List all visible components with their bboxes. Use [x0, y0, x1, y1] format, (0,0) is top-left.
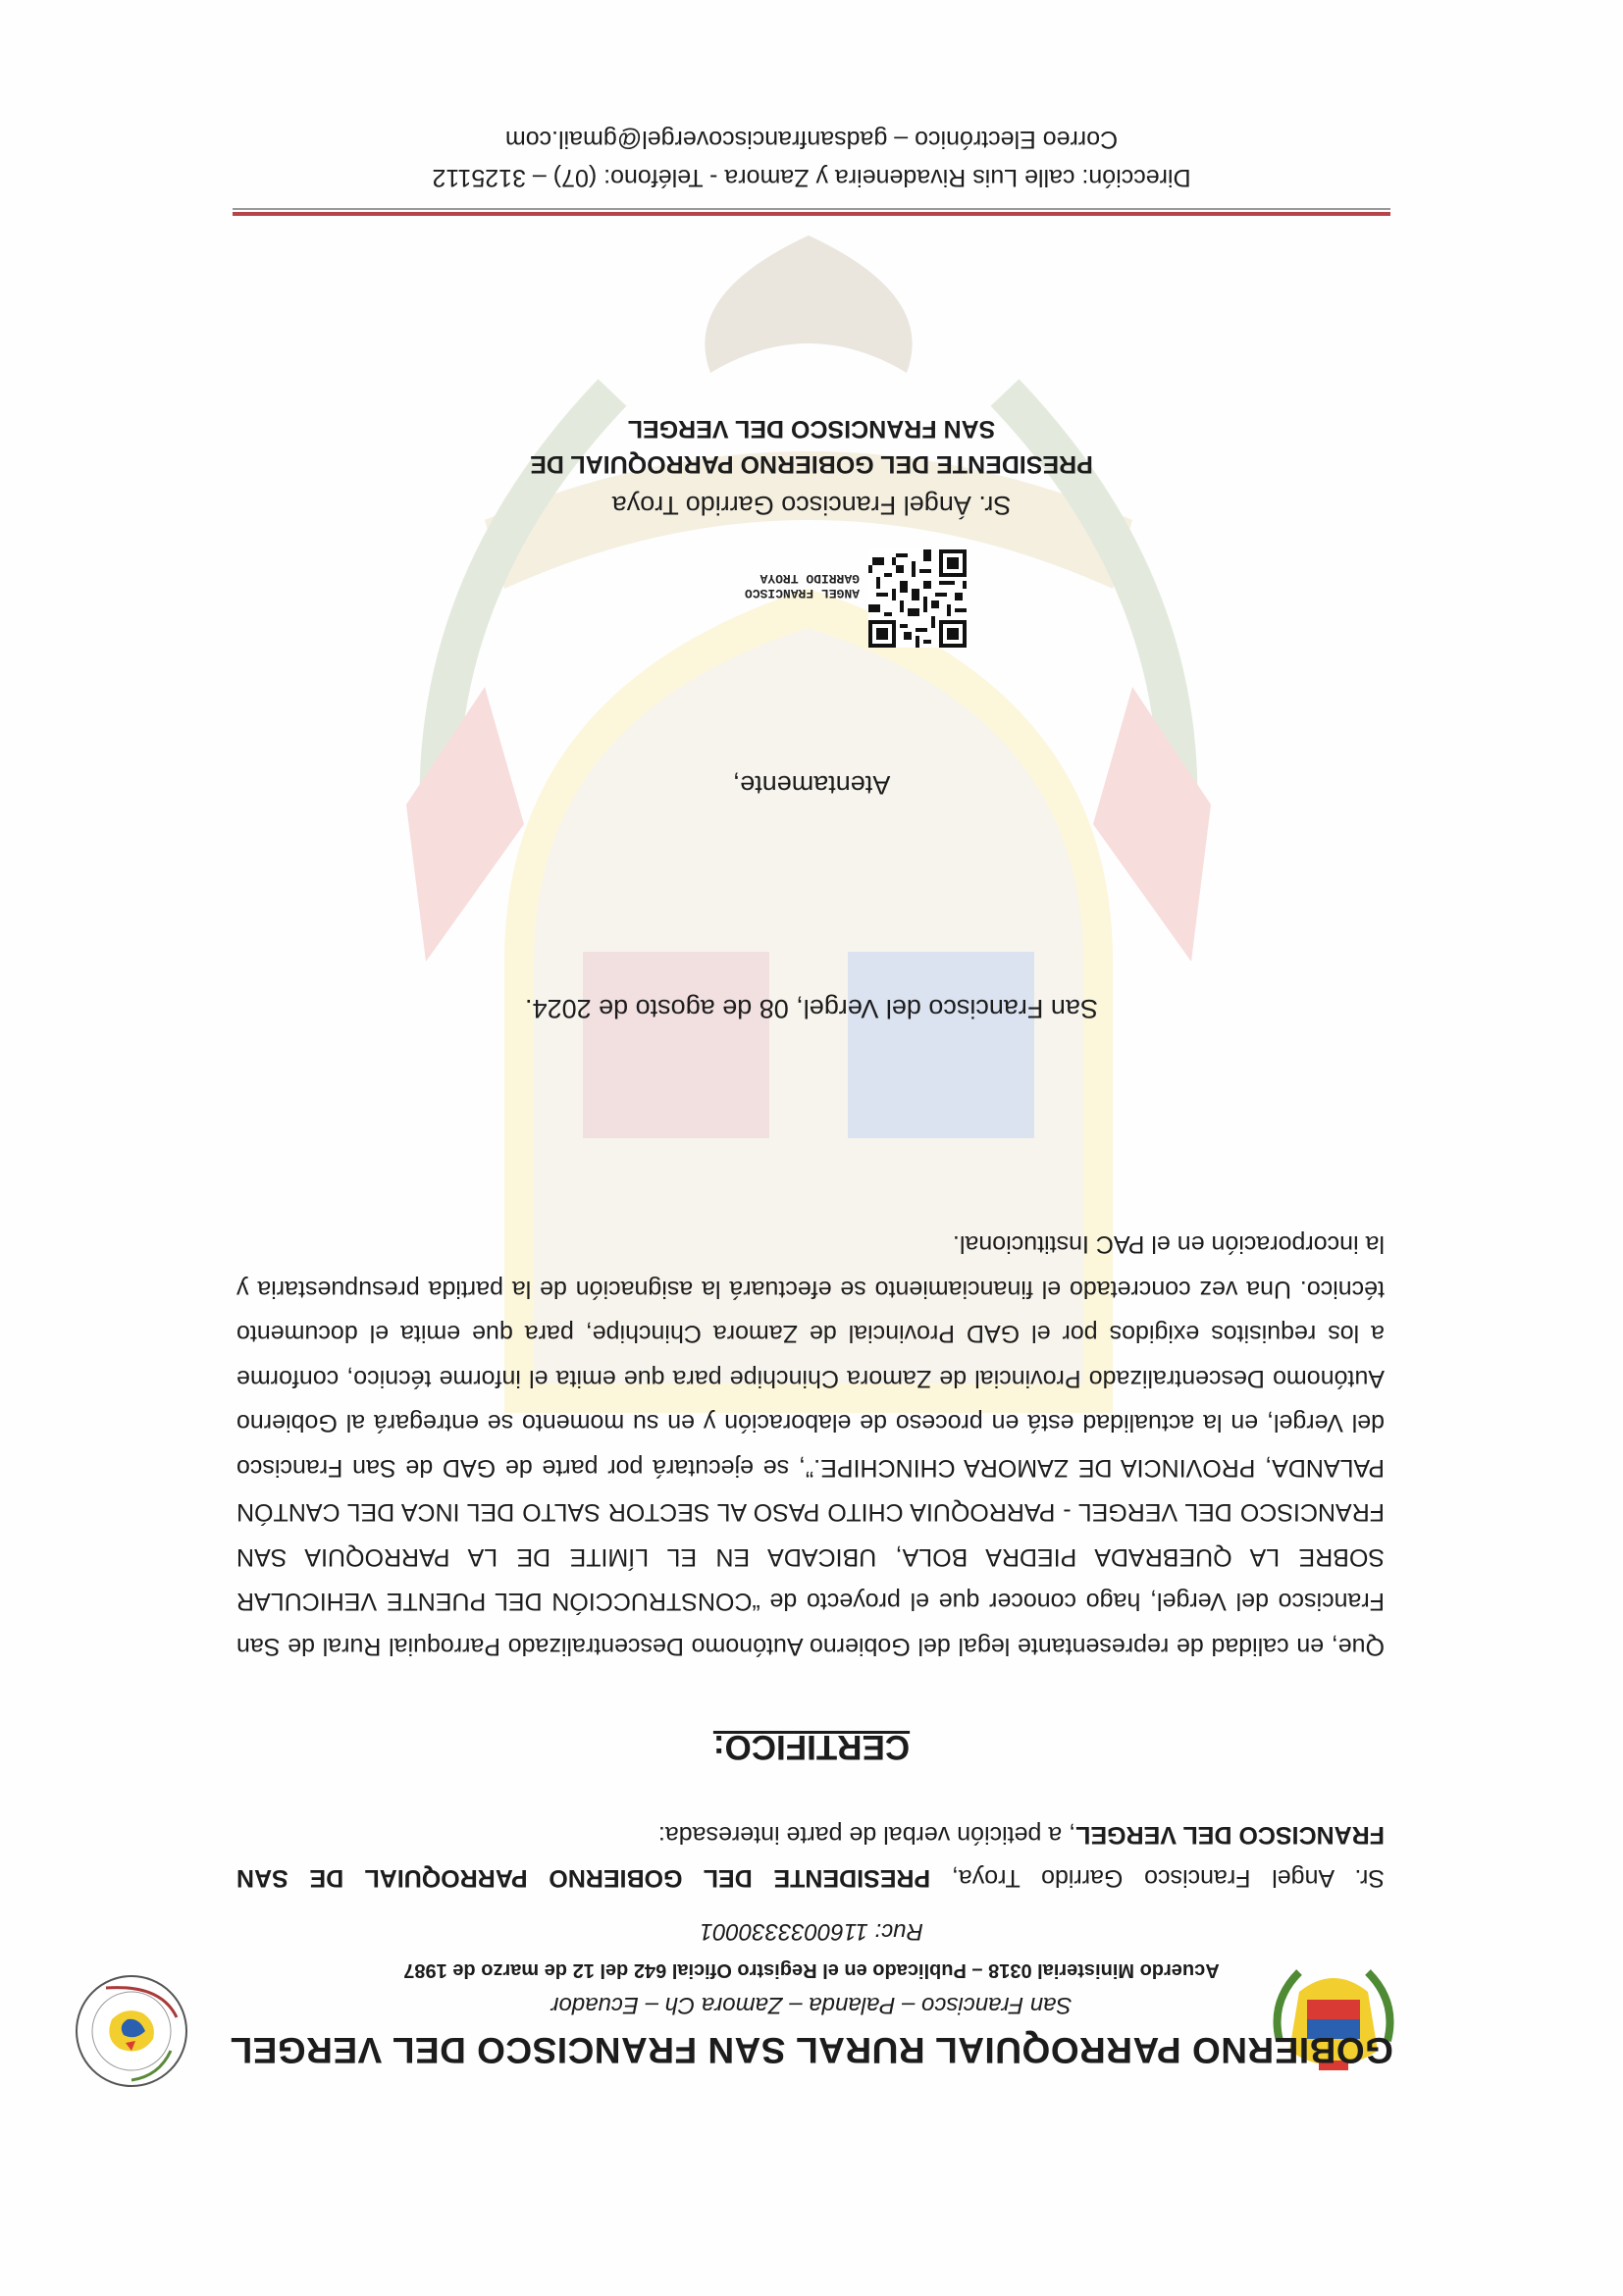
- intro-title: PRESIDENTE DEL GOBIERNO PARROQUIAL DE SAN FRANCISCO DEL VERGEL: [236, 1821, 1385, 1892]
- footer-address: Dirección: calle Luis Rivadeneira y Zamora - Teléfono: (07) – 3125112: [432, 164, 1191, 191]
- certify-heading: CERTIFICO:: [712, 1728, 911, 1766]
- certification-project: Que, en calidad de representante legal del Gobierno Autónomo Descentralizado Parroquial Rural de San Francisco del Vergel, hago conocer que el proyecto de “CONSTRUCCIÓN DEL PUENTE VEHICULAR SOBRE LA QUEBRADA PIEDRA BOLA, UBICADA EN EL LÍMITE DE LA PARROQUIA SAN FRANCISCO DEL VERGEL - PARROQUIA CHITO PASO AL SECTOR SALTO DEL INCA DEL CANTÓN PALANDA, PROVINCIA DE ZAMORA CHINCHIPE.”,: [236, 1454, 1385, 1660]
- footer-email: Correo Electrónico – gadsanfranciscovergel@gmail.com: [504, 126, 1119, 153]
- ruc-number: Ruc: 1160033330001: [700, 1918, 923, 1945]
- signer-title-line1: PRESIDENTE DEL GOBIERNO PARROQUIAL DE: [530, 450, 1093, 478]
- intro-paragraph: [236, 1813, 1385, 1900]
- signature-name-line2: GARRIDO TROYA: [759, 571, 860, 586]
- institution-name: GOBIERNO PARROQUIAL RURAL SAN FRANCISCO DEL VERGEL: [230, 2030, 1393, 2070]
- signer-name: Sr. Ángel Francisco Garrido Troya: [611, 491, 1012, 520]
- ministerial-agreement: Acuerdo Ministerial 0318 – Publicado en el Registro Oficial 642 del 12 de marzo de 1987: [403, 1959, 1220, 1981]
- signature-name-line1: ANGEL FRANCISCO: [744, 586, 860, 600]
- intro-name: Sr. Angel Francisco Garrido Troya,: [951, 1864, 1385, 1892]
- certification-details: se ejecutará por parte de GAD de San Francisco del Vergel, en la actualidad está en proceso de elaboración y en su momento se entregará al Gobierno Autónomo Descentralizado Provincial de Zamora Chinchipe para que emita el informe técnico, conforme a los requisitos exigidos por el GAD Provincial de Zamora Chinchipe, para que emita el documento técnico. Una vez concretado el financiamiento se efectuará la asignación de la partida presupuestaria y la incorporación en el PAC Institucional.: [236, 1230, 1385, 1482]
- certification-body: [236, 1222, 1385, 1668]
- signer-title: [0, 411, 1623, 482]
- institution-location: San Francisco – Palanda – Zamora Ch – Ecuador: [550, 1992, 1073, 2018]
- intro-rest: , a petición verbal de parte interesada:: [657, 1821, 1076, 1849]
- closing-salutation: Atentamente,: [732, 770, 891, 800]
- electronic-signature-name: [745, 571, 860, 600]
- footer-divider: [233, 206, 1390, 216]
- document-date: San Francisco del Vergel, 08 de agosto de 2024.: [525, 994, 1098, 1023]
- signer-title-line2: SAN FRANCISCO DEL VERGEL: [627, 415, 996, 443]
- qr-code-signature-icon: [868, 549, 967, 648]
